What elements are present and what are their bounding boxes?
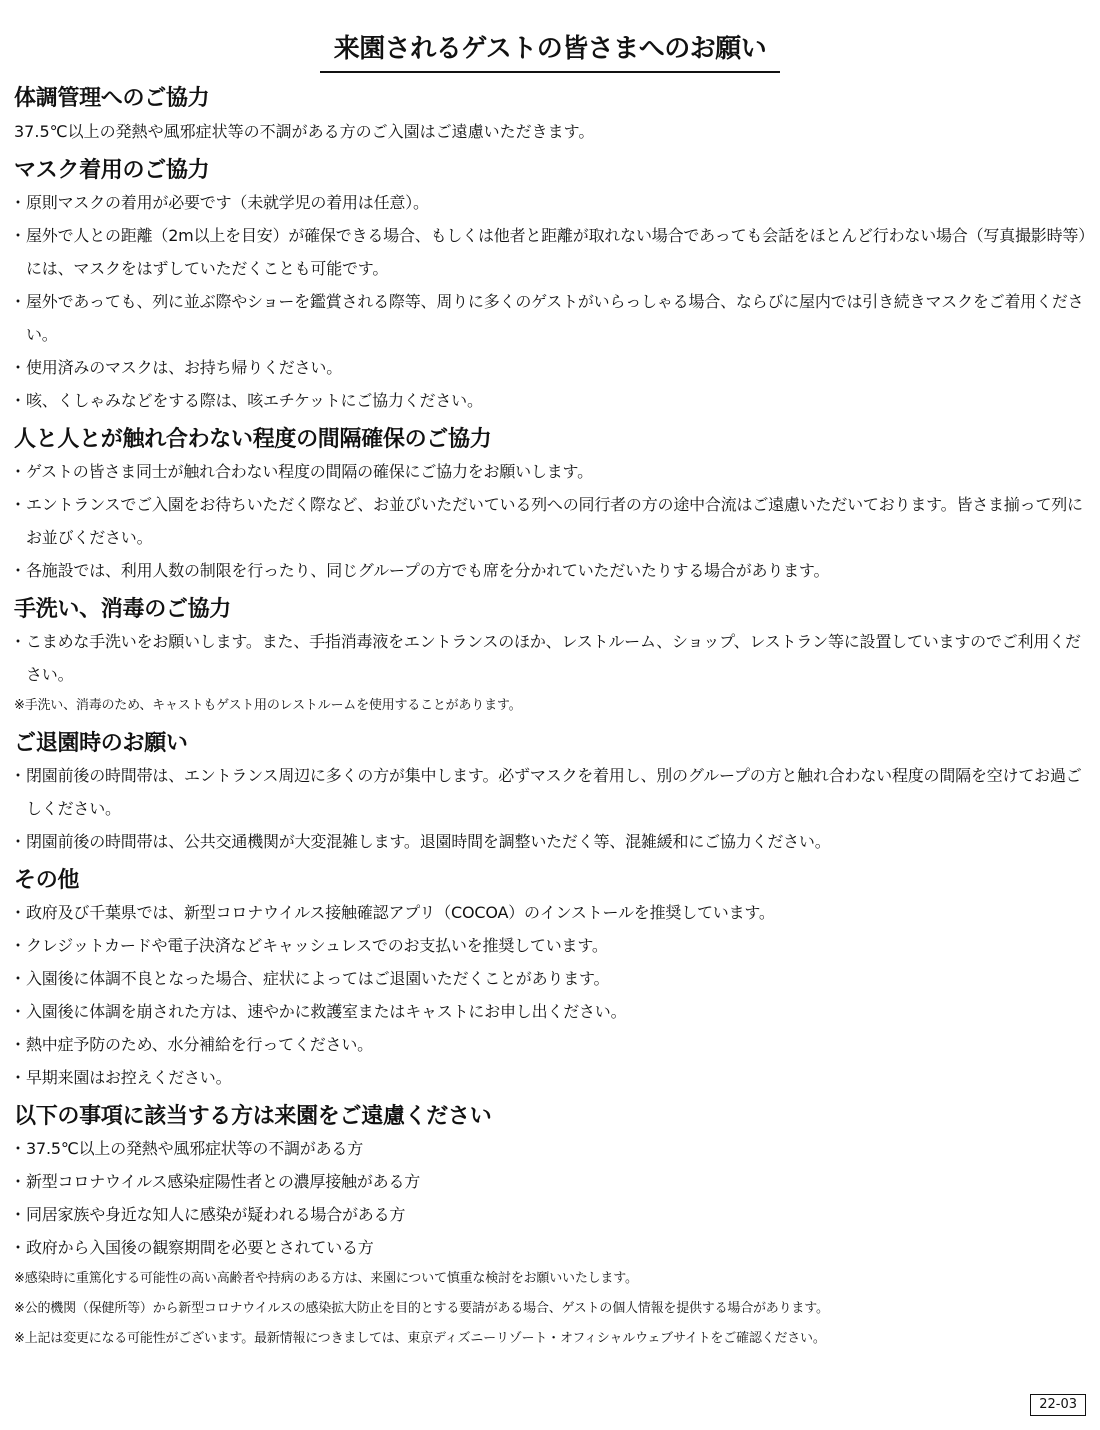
list-item: ・ 早期来園はお控えください。: [14, 1061, 1090, 1094]
list-item: ・ 咳、くしゃみなどをする際は、咳エチケットにご協力ください。: [14, 384, 1090, 417]
list-item: ・ 新型コロナウイルス感染症陽性者との濃厚接触がある方: [14, 1165, 1090, 1198]
list-item: ・ 政府から入国後の観察期間を必要とされている方: [14, 1231, 1090, 1264]
section-exit: [14, 729, 1090, 858]
list-item: ・ クレジットカードや電子決済などキャッシュレスでのお支払いを推奨しています。: [14, 929, 1090, 962]
list-item: ・ 入園後に体調を崩された方は、速やかに救護室またはキャストにお申し出ください。: [14, 995, 1090, 1028]
bullet-list: [14, 896, 1090, 1094]
list-item: ・ ゲストの皆さま同士が触れ合わない程度の間隔の確保にご協力をお願いします。: [14, 455, 1090, 488]
page-title: 来園されるゲストの皆さまへのお願い: [320, 28, 780, 73]
bullet-list: [14, 455, 1090, 587]
section-heading: ご退園時のお願い: [14, 731, 188, 756]
footnote: ※公的機関（保健所等）から新型コロナウイルスの感染拡大防止を目的とする要請がある場合、ゲストの個人情報を提供する場合があります。: [14, 1301, 829, 1316]
list-item: ・ 同居家族や身近な知人に感染が疑われる場合がある方: [14, 1198, 1090, 1231]
section-mask: [14, 156, 1090, 417]
list-item: ・ 使用済みのマスクは、お持ち帰りください。: [14, 351, 1090, 384]
section-refrain: [14, 1102, 1090, 1354]
section-heading: 人と人とが触れ合わない程度の間隔確保のご協力: [14, 427, 492, 452]
list-item: ・ エントランスでご入園をお待ちいただく際など、お並びいただいている列への同行者の方の途中合流はご遠慮いただいております。皆さま揃って列にお並びください。: [14, 488, 1090, 554]
list-item: ・ 閉園前後の時間帯は、公共交通機関が大変混雑します。退園時間を調整いただく等、混雑緩和にご協力ください。: [14, 825, 1090, 858]
section-heading: 体調管理へのご協力: [14, 86, 210, 111]
bullet-list: [14, 625, 1090, 691]
list-item: ・ 各施設では、利用人数の制限を行ったり、同じグループの方でも席を分かれていただいたりする場合があります。: [14, 554, 1090, 587]
section-health: [14, 84, 1090, 148]
list-item: ・ 政府及び千葉県では、新型コロナウイルス接触確認アプリ（COCOA）のインストールを推奨しています。: [14, 896, 1090, 929]
section-heading: その他: [14, 868, 80, 893]
list-item: ・ 屋外であっても、列に並ぶ際やショーを鑑賞される際等、周りに多くのゲストがいらっしゃる場合、ならびに屋内では引き続きマスクをご着用ください。: [14, 285, 1090, 351]
section-other: [14, 866, 1090, 1094]
bullet-list: [14, 759, 1090, 858]
list-item: ・ 屋外で人との距離（2m以上を目安）が確保できる場合、もしくは他者と距離が取れない場合であっても会話をほとんど行わない場合（写真撮影時等）には、マスクをはずしていただくことも可能です。: [14, 219, 1090, 285]
list-item: ・ 原則マスクの着用が必要です（未就学児の着用は任意）。: [14, 186, 1090, 219]
list-item: ・ 閉園前後の時間帯は、エントランス周辺に多くの方が集中します。必ずマスクを着用し、別のグループの方と触れ合わない程度の間隔を空けてお過ごしください。: [14, 759, 1090, 825]
list-item: ・ 37.5℃以上の発熱や風邪症状等の不調がある方: [14, 1132, 1090, 1165]
notice-content: [14, 84, 1090, 1354]
section-text: 37.5℃以上の発熱や風邪症状等の不調がある方のご入園はご遠慮いただきます。: [14, 122, 595, 141]
title-area: [0, 28, 1100, 73]
section-heading: 手洗い、消毒のご協力: [14, 597, 232, 622]
section-handwash: [14, 595, 1090, 721]
section-heading: マスク着用のご協力: [14, 158, 210, 183]
section-heading: 以下の事項に該当する方は来園をご遠慮ください: [14, 1104, 492, 1129]
list-item: ・ 熱中症予防のため、水分補給を行ってください。: [14, 1028, 1090, 1061]
bullet-list: [14, 186, 1090, 417]
section-distance: [14, 425, 1090, 587]
footnote: ※上記は変更になる可能性がございます。最新情報につきましては、東京ディズニーリゾート・オフィシャルウェブサイトをご確認ください。: [14, 1331, 826, 1346]
footnote: ※手洗い、消毒のため、キャストもゲスト用のレストルームを使用することがあります。: [14, 698, 522, 713]
list-item: ・ こまめな手洗いをお願いします。また、手指消毒液をエントランスのほか、レストルーム、ショップ、レストラン等に設置していますのでご利用ください。: [14, 625, 1090, 691]
document-code: 22-03: [1030, 1394, 1086, 1416]
footnote: ※感染時に重篤化する可能性の高い高齢者や持病のある方は、来園について慎重な検討をお願いいたします。: [14, 1271, 638, 1286]
list-item: ・ 入園後に体調不良となった場合、症状によってはご退園いただくことがあります。: [14, 962, 1090, 995]
bullet-list: [14, 1132, 1090, 1264]
